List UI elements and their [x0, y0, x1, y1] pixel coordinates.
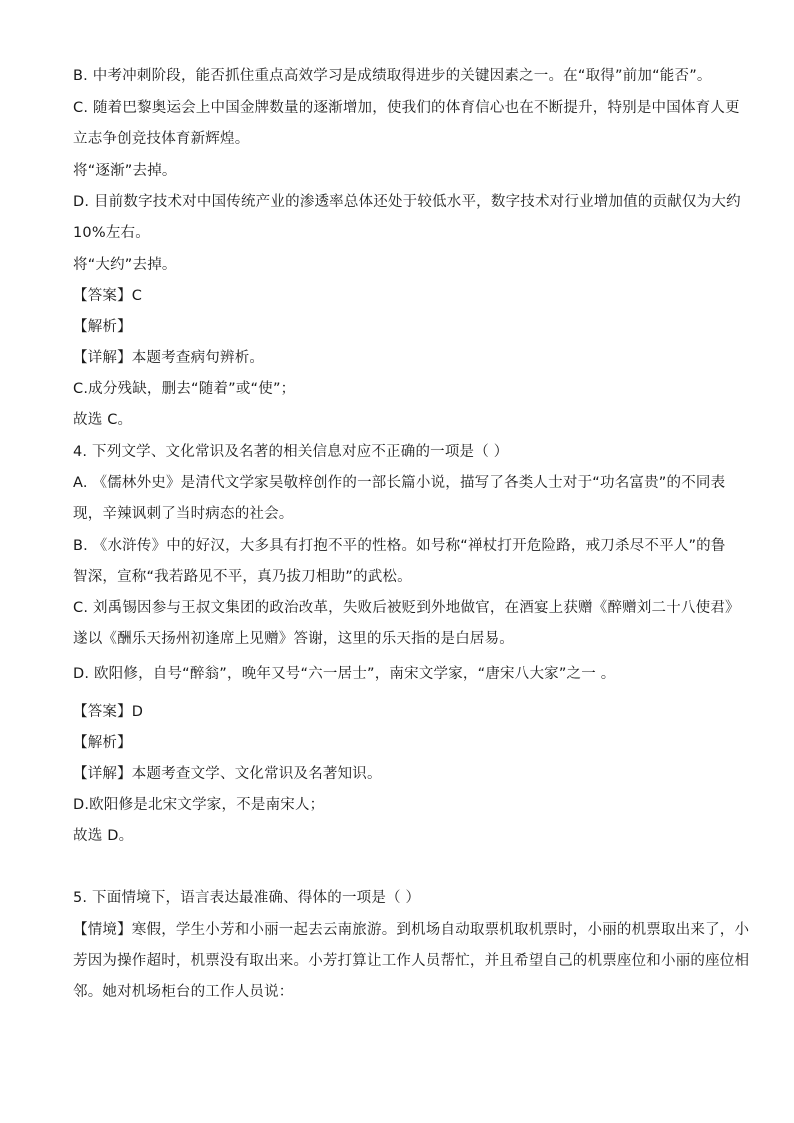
- q4-detail-label: 【详解】本题考查文学、文化常识及名著知识。: [73, 766, 382, 782]
- question-5-stem: 5. 下面情境下，语言表达最准确、得体的一项是（ ）: [73, 890, 421, 906]
- option-d-line-1: D. 目前数字技术对中国传统产业的渗透率总体还处于较低水平，数字技术对行业增加值的贡献仅为大约: [73, 194, 741, 210]
- q4-analysis-label: 【解析】: [73, 735, 132, 751]
- q5-context-line-3: 邻。她对机场柜台的工作人员说：: [73, 984, 294, 1000]
- q4-choice-conclusion: 故选 D。: [73, 828, 134, 844]
- option-d-fix: 将“大约”去掉。: [73, 257, 177, 273]
- option-b-line: B. 中考冲刺阶段，能否抓住重点高效学习是成绩取得进步的关键因素之一。在“取得”前加“能否”。: [73, 68, 712, 84]
- q4-answer-label: 【答案】D: [73, 704, 144, 720]
- q4-option-d: D. 欧阳修，自号“醉翁”，晚年又号“六一居士”，南宋文学家，“唐宋八大家”之一 。: [73, 666, 616, 682]
- q4-option-a-line-2: 现，辛辣讽刺了当时病态的社会。: [73, 506, 294, 522]
- q4-detail-reason: D.欧阳修是北宋文学家，不是南宋人；: [73, 797, 325, 813]
- detail-label: 【详解】本题考查病句辨析。: [73, 350, 265, 366]
- q4-option-a-line-1: A. 《儒林外史》是清代文学家吴敬梓创作的一部长篇小说，描写了各类人士对于“功名富贵”的不同表: [73, 475, 726, 491]
- q4-option-c-line-1: C. 刘禹锡因参与王叔文集团的政治改革，失败后被贬到外地做官，在酒宴上获赠《醉赠刘二十八使君》: [73, 600, 740, 616]
- option-c-line-1: C. 随着巴黎奥运会上中国金牌数量的逐渐增加，使我们的体育信心也在不断提升，特别是中国体育人更: [73, 100, 740, 116]
- q4-option-b-line-1: B. 《水浒传》中的好汉，大多具有打抱不平的性格。如号称“禅杖打开危险路，戒刀杀尽不平人”的鲁: [73, 538, 726, 554]
- answer-label: 【答案】C: [73, 288, 143, 304]
- option-c-line-2: 立志争创竞技体育新辉煌。: [73, 131, 250, 147]
- q5-context-line-2: 芳因为操作超时，机票没有取出来。小芳打算让工作人员帮忙，并且希望自己的机票座位和小丽的座位相: [73, 953, 750, 969]
- analysis-label: 【解析】: [73, 319, 132, 335]
- choice-conclusion: 故选 C。: [73, 412, 133, 428]
- question-4-stem: 4. 下列文学、文化常识及名著的相关信息对应不正确的一项是（ ）: [73, 444, 509, 460]
- detail-reason: C.成分残缺，删去“随着”或“使”；: [73, 381, 296, 397]
- q4-option-b-line-2: 智深，宣称“我若路见不平，真乃拔刀相助”的武松。: [73, 569, 412, 585]
- option-d-line-2: 10%左右。: [73, 225, 150, 241]
- option-c-fix: 将“逐渐”去掉。: [73, 163, 177, 179]
- q4-option-c-line-2: 遂以《酬乐天扬州初逢席上见赠》答谢，这里的乐天指的是白居易。: [73, 631, 514, 647]
- q5-context-line-1: 【情境】寒假，学生小芳和小丽一起去云南旅游。到机场自动取票机取机票时，小丽的机票取出来了，小: [73, 922, 750, 938]
